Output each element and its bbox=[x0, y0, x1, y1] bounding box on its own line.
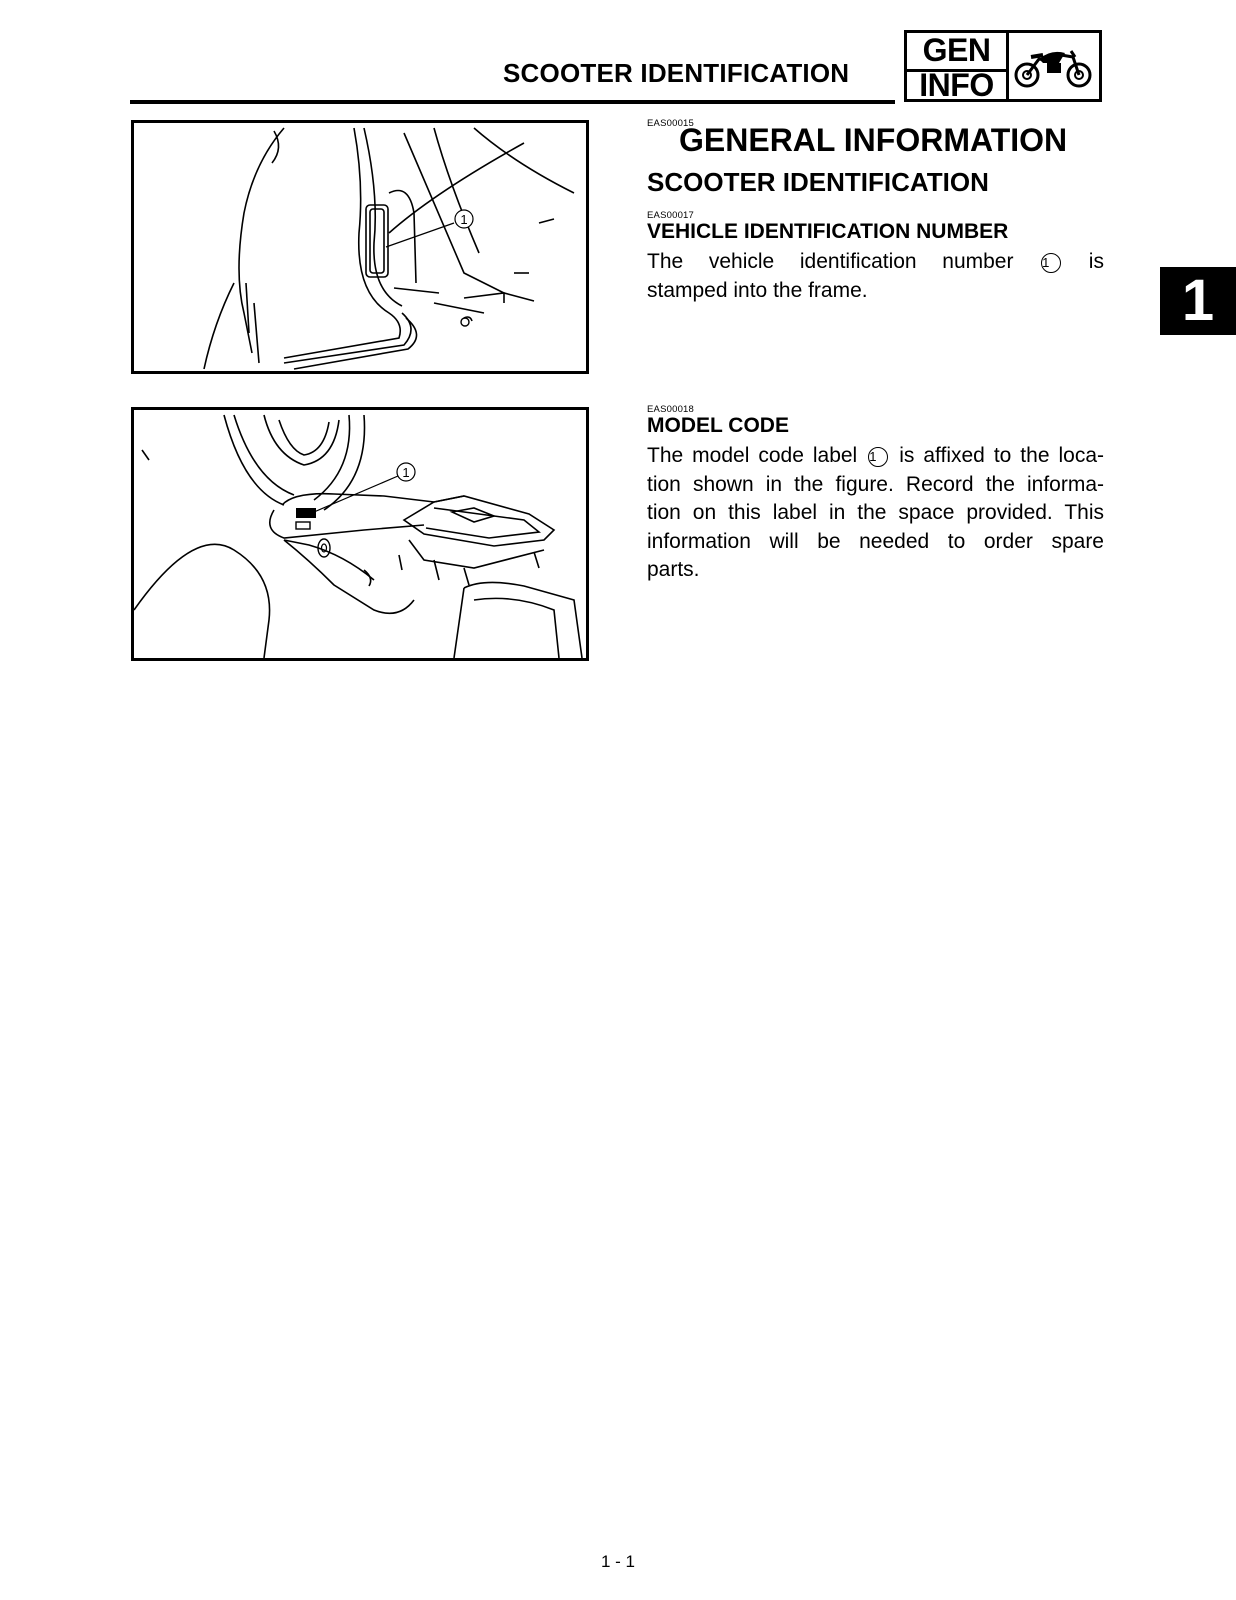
model-callout-number: 1 bbox=[402, 465, 410, 480]
chapter-tab: 1 bbox=[1160, 267, 1236, 335]
model-line-1-a: The model code label bbox=[647, 444, 858, 467]
vin-heading: VEHICLE IDENTIFICATION NUMBER bbox=[647, 220, 1009, 243]
page-number: 1 - 1 bbox=[600, 1552, 636, 1571]
doc-code-model: EAS00018 bbox=[647, 404, 695, 415]
model-line-4: information will be needed to order spare bbox=[647, 529, 1104, 553]
vin-word-1: The bbox=[647, 250, 684, 273]
vin-callout-number: 1 bbox=[460, 212, 468, 227]
model-line-5: parts. bbox=[647, 558, 700, 581]
vin-location-figure bbox=[131, 120, 589, 374]
model-line-1 bbox=[647, 442, 1104, 471]
badge-text-box bbox=[907, 32, 1009, 103]
vin-word-4: number bbox=[942, 250, 1014, 273]
header-rule bbox=[130, 100, 895, 104]
badge-info-label: INFO bbox=[919, 67, 994, 103]
vin-word-3: identification bbox=[799, 250, 917, 273]
vin-callout-ref: 1 bbox=[1041, 253, 1061, 273]
doc-code-general: EAS00015 bbox=[647, 118, 695, 129]
section-badge bbox=[904, 30, 1102, 102]
vin-location-illustration bbox=[134, 123, 586, 371]
vin-paragraph bbox=[647, 248, 1104, 305]
model-code-heading: MODEL CODE bbox=[647, 414, 789, 437]
vin-line-1 bbox=[647, 248, 1104, 277]
model-line-1-b: is affixed to the loca- bbox=[899, 444, 1104, 467]
vin-line-2: stamped into the frame. bbox=[647, 278, 868, 302]
page-title: GENERAL INFORMATION bbox=[679, 122, 1068, 158]
model-line-2: tion shown in the figure. Record the informa- bbox=[647, 472, 1104, 496]
motorcycle-icon bbox=[1013, 45, 1095, 91]
doc-code-vin: EAS00017 bbox=[647, 210, 695, 221]
model-code-figure bbox=[131, 407, 589, 661]
model-callout-ref: 1 bbox=[868, 447, 888, 467]
model-code-illustration bbox=[134, 410, 586, 658]
vin-word-5: is bbox=[1088, 250, 1104, 273]
model-code-paragraph bbox=[647, 442, 1104, 585]
badge-gen-label: GEN bbox=[922, 32, 991, 68]
running-header: SCOOTER IDENTIFICATION bbox=[503, 58, 850, 88]
vin-word-2: vehicle bbox=[708, 250, 775, 273]
page-subtitle: SCOOTER IDENTIFICATION bbox=[647, 167, 989, 197]
model-line-3: tion on this label in the space provided. This bbox=[647, 501, 1104, 524]
